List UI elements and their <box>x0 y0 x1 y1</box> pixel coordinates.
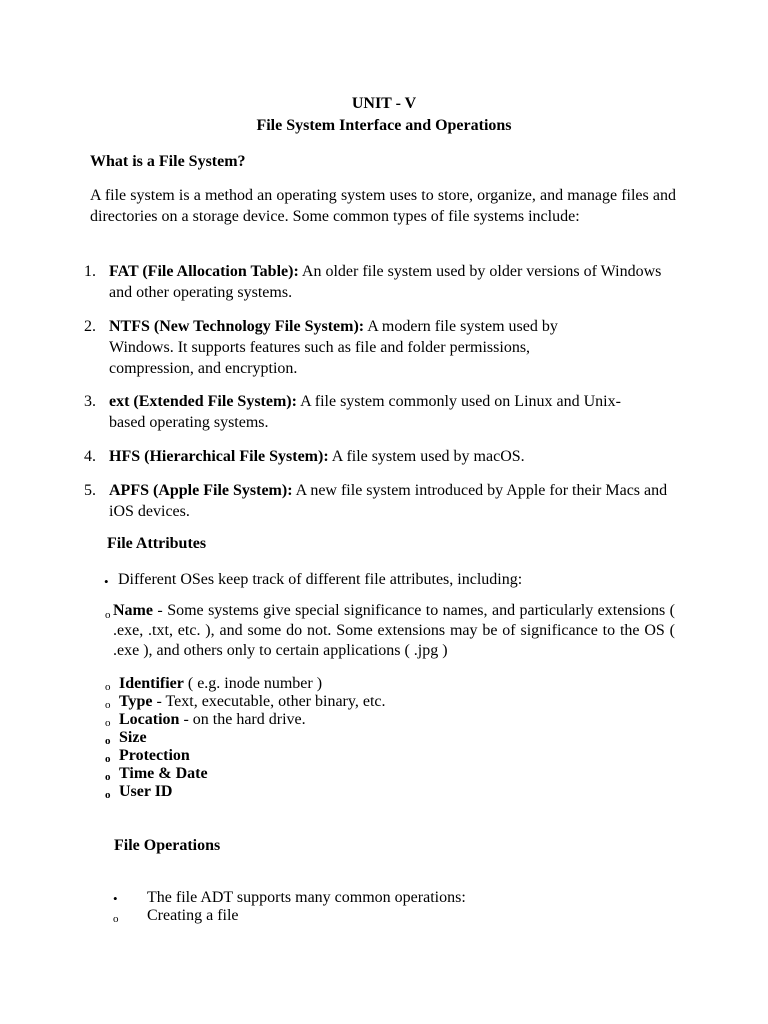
attribute-item <box>105 692 385 712</box>
attribute-term: Type <box>119 693 153 710</box>
attribute-text <box>119 746 190 766</box>
sub-bullet-marker: o <box>105 789 111 801</box>
attribute-item <box>105 728 147 748</box>
attribute-name-paragraph <box>105 601 675 661</box>
attribute-term: User ID <box>119 783 173 800</box>
list-number: 2. <box>84 318 96 335</box>
attribute-term: Name <box>113 602 153 619</box>
bullet-marker: • <box>104 574 109 589</box>
section-heading-file-attributes: File Attributes <box>107 535 207 552</box>
list-item-body <box>109 391 649 433</box>
list-item-fat <box>84 261 684 303</box>
list-item-term: NTFS (New Technology File System): <box>109 318 365 335</box>
list-item-body <box>109 480 669 522</box>
list-item-term: APFS (Apple File System): <box>109 482 293 499</box>
unit-title: UNIT - V <box>351 95 417 112</box>
bullet-text: Different OSes keep track of different file attributes, including: <box>118 571 523 588</box>
list-item-ntfs <box>84 316 684 379</box>
attribute-text <box>119 782 172 802</box>
document-title: File System Interface and Operations <box>256 117 512 134</box>
list-item-desc: A modern file system used by Windows. It supports features such as file and folder permissions, compression, and encryption. <box>109 318 558 377</box>
list-number: 3. <box>84 393 96 410</box>
list-number: 4. <box>84 448 96 465</box>
attribute-item <box>105 764 208 784</box>
attribute-term: Location <box>119 711 180 728</box>
attribute-item <box>105 782 172 802</box>
attribute-desc: ( e.g. inode number ) <box>183 675 323 692</box>
attribute-text <box>119 692 385 712</box>
attribute-desc: - Text, executable, other binary, etc. <box>152 693 386 710</box>
attribute-term: Time & Date <box>119 765 208 782</box>
intro-paragraph: A file system is a method an operating system uses to store, organize, and manage files and directories on a storage device. Some common types of file systems include: <box>90 187 676 225</box>
attribute-item <box>105 746 190 766</box>
sub-item-text: Creating a file <box>147 907 239 924</box>
attribute-item <box>105 674 322 694</box>
attribute-desc: - on the hard drive. <box>179 711 306 728</box>
attributes-bullet <box>104 569 522 590</box>
sub-bullet-marker: o <box>105 771 111 783</box>
list-item-body <box>109 261 684 303</box>
list-item-desc: A file system used by macOS. <box>328 448 525 465</box>
attribute-text <box>119 728 147 748</box>
attribute-name-text <box>113 601 675 661</box>
section-heading-file-system: What is a File System? <box>90 153 246 170</box>
attribute-text <box>119 674 322 694</box>
section-heading-file-operations: File Operations <box>114 837 221 854</box>
attribute-text <box>119 764 208 784</box>
sub-bullet-marker: o <box>105 753 111 765</box>
attribute-item <box>105 710 306 730</box>
attribute-text <box>119 710 306 730</box>
sub-bullet-marker: o <box>113 913 119 925</box>
attribute-term: Size <box>119 729 147 746</box>
list-item-desc: An older file system used by older versions of Windows and other operating systems. <box>109 263 662 301</box>
list-item-desc: A file system commonly used on Linux and Unix-based operating systems. <box>109 393 621 431</box>
list-item-hfs <box>84 446 684 467</box>
list-item-term: FAT (File Allocation Table): <box>109 263 299 280</box>
list-item-ext <box>84 391 684 433</box>
list-item-term: ext (Extended File System): <box>109 393 297 410</box>
list-item-apfs <box>84 480 684 522</box>
list-number: 1. <box>84 263 96 280</box>
list-item-term: HFS (Hierarchical File System): <box>109 448 329 465</box>
sub-bullet-marker: o <box>105 609 111 621</box>
list-item-body <box>109 316 609 379</box>
attribute-term: Identifier <box>119 675 184 692</box>
bullet-marker: • <box>113 891 118 906</box>
sub-bullet-marker: o <box>105 717 111 729</box>
list-item-desc: A new file system introduced by Apple for their Macs and iOS devices. <box>109 482 668 520</box>
attribute-desc: - Some systems give special significance to names, and particularly extensions ( .exe, .txt, etc. ), and some do not. Some extensions may be of significance to the OS ( .exe ), and others only to certain applications ( .jpg ) <box>113 602 675 659</box>
operations-sub-item <box>113 907 239 925</box>
attribute-term: Protection <box>119 747 190 764</box>
sub-bullet-marker: o <box>105 735 111 747</box>
bullet-text: The file ADT supports many common operations: <box>147 889 466 906</box>
sub-bullet-marker: o <box>105 699 111 711</box>
list-number: 5. <box>84 482 96 499</box>
list-item-body <box>109 446 684 467</box>
operations-bullet <box>113 889 466 907</box>
sub-bullet-marker: o <box>105 681 111 693</box>
